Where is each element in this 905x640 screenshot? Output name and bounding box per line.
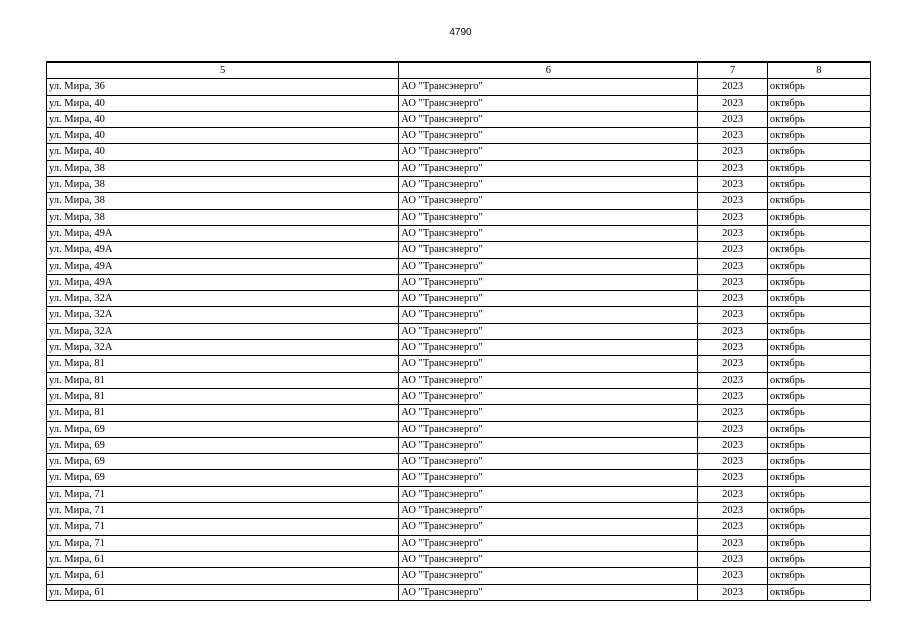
table-row [47, 551, 871, 567]
cell-organization: АО "Трансэнерго" [399, 421, 698, 437]
cell-year: 2023 [698, 470, 767, 486]
cell-organization: АО "Трансэнерго" [399, 405, 698, 421]
table-row [47, 209, 871, 225]
cell-organization: АО "Трансэнерго" [399, 388, 698, 404]
cell-address: ул. Мира, 71 [47, 519, 399, 535]
cell-address: ул. Мира, 36 [47, 79, 399, 95]
table-row [47, 177, 871, 193]
table-row [47, 470, 871, 486]
cell-month: октябрь [767, 209, 870, 225]
cell-organization: АО "Трансэнерго" [399, 454, 698, 470]
cell-month: октябрь [767, 584, 870, 600]
cell-year: 2023 [698, 405, 767, 421]
cell-organization: АО "Трансэнерго" [399, 291, 698, 307]
cell-year: 2023 [698, 225, 767, 241]
table-row [47, 144, 871, 160]
cell-month: октябрь [767, 388, 870, 404]
cell-organization: АО "Трансэнерго" [399, 193, 698, 209]
table-body [47, 79, 871, 601]
cell-organization: АО "Трансэнерго" [399, 568, 698, 584]
table-row [47, 291, 871, 307]
cell-address: ул. Мира, 32А [47, 291, 399, 307]
cell-organization: АО "Трансэнерго" [399, 519, 698, 535]
cell-address: ул. Мира, 32А [47, 307, 399, 323]
cell-year: 2023 [698, 111, 767, 127]
cell-month: октябрь [767, 454, 870, 470]
table-header [47, 62, 871, 79]
cell-month: октябрь [767, 242, 870, 258]
table-row [47, 79, 871, 95]
cell-year: 2023 [698, 144, 767, 160]
cell-address: ул. Мира, 49А [47, 274, 399, 290]
table-row [47, 95, 871, 111]
cell-year: 2023 [698, 128, 767, 144]
data-table [46, 61, 871, 601]
cell-year: 2023 [698, 340, 767, 356]
cell-month: октябрь [767, 421, 870, 437]
cell-year: 2023 [698, 519, 767, 535]
cell-year: 2023 [698, 568, 767, 584]
cell-month: октябрь [767, 307, 870, 323]
cell-organization: АО "Трансэнерго" [399, 128, 698, 144]
cell-address: ул. Мира, 49А [47, 258, 399, 274]
cell-address: ул. Мира, 49А [47, 225, 399, 241]
cell-organization: АО "Трансэнерго" [399, 95, 698, 111]
cell-year: 2023 [698, 323, 767, 339]
table-row [47, 307, 871, 323]
cell-year: 2023 [698, 503, 767, 519]
cell-month: октябрь [767, 160, 870, 176]
cell-year: 2023 [698, 437, 767, 453]
cell-address: ул. Мира, 32А [47, 323, 399, 339]
cell-month: октябрь [767, 144, 870, 160]
cell-address: ул. Мира, 71 [47, 503, 399, 519]
cell-address: ул. Мира, 71 [47, 535, 399, 551]
cell-organization: АО "Трансэнерго" [399, 274, 698, 290]
table-row [47, 519, 871, 535]
cell-year: 2023 [698, 79, 767, 95]
cell-year: 2023 [698, 421, 767, 437]
cell-month: октябрь [767, 372, 870, 388]
cell-address: ул. Мира, 49А [47, 242, 399, 258]
table-row [47, 128, 871, 144]
cell-year: 2023 [698, 388, 767, 404]
cell-month: октябрь [767, 79, 870, 95]
cell-month: октябрь [767, 568, 870, 584]
cell-year: 2023 [698, 258, 767, 274]
cell-month: октябрь [767, 340, 870, 356]
cell-month: октябрь [767, 128, 870, 144]
cell-year: 2023 [698, 291, 767, 307]
cell-organization: АО "Трансэнерго" [399, 535, 698, 551]
cell-address: ул. Мира, 81 [47, 372, 399, 388]
cell-month: октябрь [767, 274, 870, 290]
cell-month: октябрь [767, 437, 870, 453]
table-row [47, 160, 871, 176]
cell-month: октябрь [767, 535, 870, 551]
cell-organization: АО "Трансэнерго" [399, 79, 698, 95]
cell-year: 2023 [698, 209, 767, 225]
cell-organization: АО "Трансэнерго" [399, 323, 698, 339]
cell-year: 2023 [698, 584, 767, 600]
table-row [47, 258, 871, 274]
cell-month: октябрь [767, 323, 870, 339]
cell-month: октябрь [767, 486, 870, 502]
cell-address: ул. Мира, 38 [47, 177, 399, 193]
table-row [47, 421, 871, 437]
column-header-organization: 6 [399, 62, 698, 79]
cell-organization: АО "Трансэнерго" [399, 258, 698, 274]
cell-organization: АО "Трансэнерго" [399, 111, 698, 127]
cell-address: ул. Мира, 61 [47, 584, 399, 600]
table-row [47, 340, 871, 356]
cell-address: ул. Мира, 38 [47, 193, 399, 209]
cell-year: 2023 [698, 551, 767, 567]
cell-month: октябрь [767, 177, 870, 193]
cell-year: 2023 [698, 454, 767, 470]
cell-organization: АО "Трансэнерго" [399, 372, 698, 388]
table-row [47, 568, 871, 584]
table-row [47, 372, 871, 388]
cell-organization: АО "Трансэнерго" [399, 209, 698, 225]
page-number: 4790 [449, 27, 472, 38]
cell-address: ул. Мира, 69 [47, 470, 399, 486]
table-row [47, 225, 871, 241]
table-row [47, 193, 871, 209]
table-row [47, 454, 871, 470]
cell-address: ул. Мира, 40 [47, 95, 399, 111]
cell-year: 2023 [698, 95, 767, 111]
table-row [47, 437, 871, 453]
cell-address: ул. Мира, 61 [47, 551, 399, 567]
cell-organization: АО "Трансэнерго" [399, 160, 698, 176]
cell-year: 2023 [698, 307, 767, 323]
cell-address: ул. Мира, 40 [47, 111, 399, 127]
table-row [47, 323, 871, 339]
cell-organization: АО "Трансэнерго" [399, 144, 698, 160]
cell-address: ул. Мира, 38 [47, 160, 399, 176]
cell-address: ул. Мира, 71 [47, 486, 399, 502]
header-row [47, 62, 871, 79]
cell-organization: АО "Трансэнерго" [399, 177, 698, 193]
cell-organization: АО "Трансэнерго" [399, 470, 698, 486]
cell-year: 2023 [698, 486, 767, 502]
column-header-month: 8 [767, 62, 870, 79]
cell-organization: АО "Трансэнерго" [399, 584, 698, 600]
cell-organization: АО "Трансэнерго" [399, 437, 698, 453]
cell-month: октябрь [767, 225, 870, 241]
table-row [47, 242, 871, 258]
column-header-year: 7 [698, 62, 767, 79]
cell-organization: АО "Трансэнерго" [399, 486, 698, 502]
table-row [47, 111, 871, 127]
cell-address: ул. Мира, 61 [47, 568, 399, 584]
table-row [47, 486, 871, 502]
cell-year: 2023 [698, 193, 767, 209]
table-row [47, 503, 871, 519]
cell-month: октябрь [767, 470, 870, 486]
cell-month: октябрь [767, 519, 870, 535]
cell-address: ул. Мира, 40 [47, 128, 399, 144]
cell-year: 2023 [698, 242, 767, 258]
cell-address: ул. Мира, 81 [47, 356, 399, 372]
cell-address: ул. Мира, 40 [47, 144, 399, 160]
cell-address: ул. Мира, 81 [47, 388, 399, 404]
table-row [47, 535, 871, 551]
cell-organization: АО "Трансэнерго" [399, 503, 698, 519]
cell-year: 2023 [698, 160, 767, 176]
cell-year: 2023 [698, 177, 767, 193]
cell-address: ул. Мира, 38 [47, 209, 399, 225]
cell-year: 2023 [698, 535, 767, 551]
table-row [47, 356, 871, 372]
cell-address: ул. Мира, 32А [47, 340, 399, 356]
cell-month: октябрь [767, 405, 870, 421]
cell-month: октябрь [767, 193, 870, 209]
cell-month: октябрь [767, 95, 870, 111]
cell-address: ул. Мира, 69 [47, 437, 399, 453]
cell-month: октябрь [767, 291, 870, 307]
cell-year: 2023 [698, 372, 767, 388]
cell-month: октябрь [767, 551, 870, 567]
cell-month: октябрь [767, 111, 870, 127]
cell-month: октябрь [767, 356, 870, 372]
cell-organization: АО "Трансэнерго" [399, 225, 698, 241]
cell-year: 2023 [698, 274, 767, 290]
cell-address: ул. Мира, 69 [47, 454, 399, 470]
cell-address: ул. Мира, 69 [47, 421, 399, 437]
table-row [47, 405, 871, 421]
table-row [47, 274, 871, 290]
cell-organization: АО "Трансэнерго" [399, 340, 698, 356]
cell-month: октябрь [767, 258, 870, 274]
cell-month: октябрь [767, 503, 870, 519]
cell-year: 2023 [698, 356, 767, 372]
column-header-address: 5 [47, 62, 399, 79]
cell-organization: АО "Трансэнерго" [399, 242, 698, 258]
table-row [47, 388, 871, 404]
cell-organization: АО "Трансэнерго" [399, 551, 698, 567]
cell-address: ул. Мира, 81 [47, 405, 399, 421]
cell-organization: АО "Трансэнерго" [399, 307, 698, 323]
cell-organization: АО "Трансэнерго" [399, 356, 698, 372]
table-row [47, 584, 871, 600]
